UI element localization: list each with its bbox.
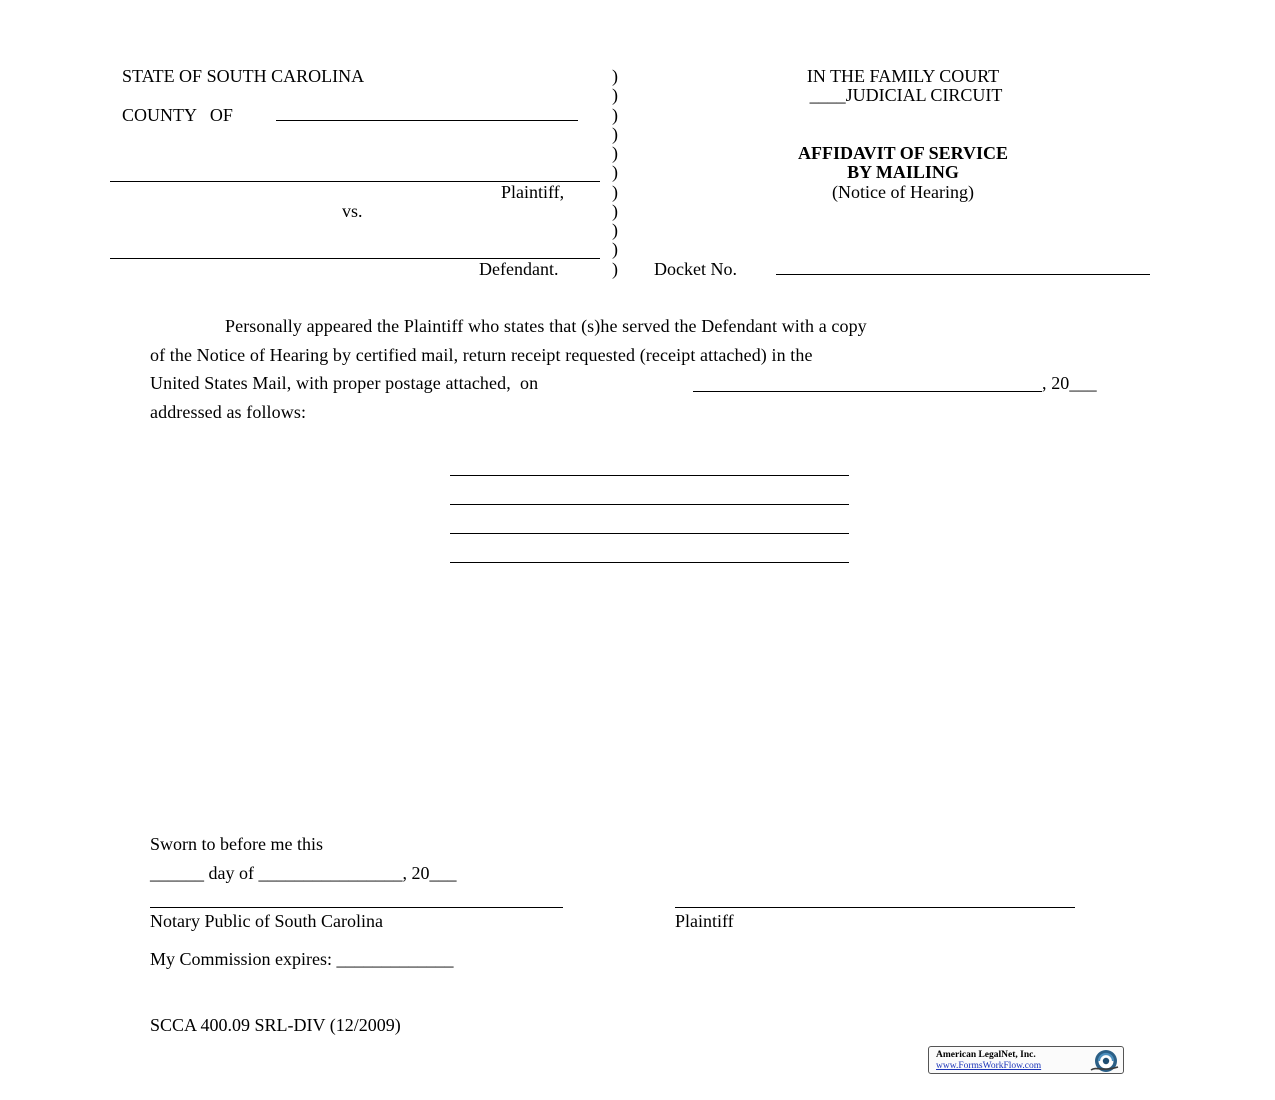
notary-signature-line[interactable] xyxy=(150,907,563,908)
logo-company-name: American LegalNet, Inc. xyxy=(936,1050,1036,1060)
address-line[interactable] xyxy=(450,504,849,505)
plaintiff-signature-label: Plaintiff xyxy=(675,911,734,931)
caption-paren: ) xyxy=(612,105,618,125)
caption-paren: ) xyxy=(612,259,618,279)
plaintiff-label: Plaintiff, xyxy=(501,182,565,202)
address-line[interactable] xyxy=(450,562,849,563)
commission-expires[interactable]: My Commission expires: _____________ xyxy=(150,949,454,969)
caption-paren: ) xyxy=(612,124,618,144)
statement-line xyxy=(150,369,1125,398)
form-subtitle: (Notice of Hearing) xyxy=(832,182,974,202)
plaintiff-signature-line[interactable] xyxy=(675,907,1075,908)
mailing-date-blank[interactable] xyxy=(693,369,1042,398)
caption-paren: ) xyxy=(612,143,618,163)
caption-paren: ) xyxy=(612,239,618,259)
form-title-line2: BY MAILING xyxy=(847,162,959,182)
statement-line: Personally appeared the Plaintiff who states that (s)he served the Defendant with a copy xyxy=(225,316,867,336)
docket-number-blank[interactable] xyxy=(776,274,1150,275)
caption-paren: ) xyxy=(612,182,618,202)
defendant-label: Defendant. xyxy=(479,259,559,279)
address-line[interactable] xyxy=(450,475,849,476)
statement-line: of the Notice of Hearing by certified mail, return receipt requested (receipt attached) in the xyxy=(150,344,813,365)
statement-line: addressed as follows: xyxy=(150,402,307,423)
logo-website-link[interactable]: www.FormsWorkFlow.com xyxy=(936,1061,1042,1071)
globe-logo-icon xyxy=(1087,1048,1121,1074)
county-blank[interactable] xyxy=(276,120,578,121)
caption-paren: ) xyxy=(612,220,618,240)
statement-text: United States Mail, with proper postage attached, on xyxy=(150,373,539,394)
county-label: COUNTY OF xyxy=(122,105,233,125)
affidavit-statement xyxy=(150,312,1125,427)
form-code: SCCA 400.09 SRL-DIV (12/2009) xyxy=(150,1015,401,1035)
court-name: IN THE FAMILY COURT xyxy=(806,66,1000,86)
state-heading: STATE OF SOUTH CAROLINA xyxy=(122,66,365,86)
address-line[interactable] xyxy=(450,533,849,534)
docket-label: Docket No. xyxy=(654,259,737,279)
form-title: AFFIDAVIT OF SERVICE xyxy=(797,143,1009,163)
american-legalnet-logo[interactable] xyxy=(928,1046,1124,1074)
year-suffix: , 20___ xyxy=(1042,373,1097,394)
caption-paren: ) xyxy=(612,85,618,105)
caption-paren: ) xyxy=(612,162,618,182)
notary-label: Notary Public of South Carolina xyxy=(150,911,383,931)
judicial-circuit: ____JUDICIAL CIRCUIT xyxy=(809,85,1003,105)
caption-paren: ) xyxy=(612,201,618,221)
sworn-date-line[interactable]: ______ day of ________________, 20___ xyxy=(150,863,457,883)
caption-paren: ) xyxy=(612,66,618,86)
versus-label: vs. xyxy=(342,201,363,221)
sworn-statement: Sworn to before me this xyxy=(150,834,323,854)
